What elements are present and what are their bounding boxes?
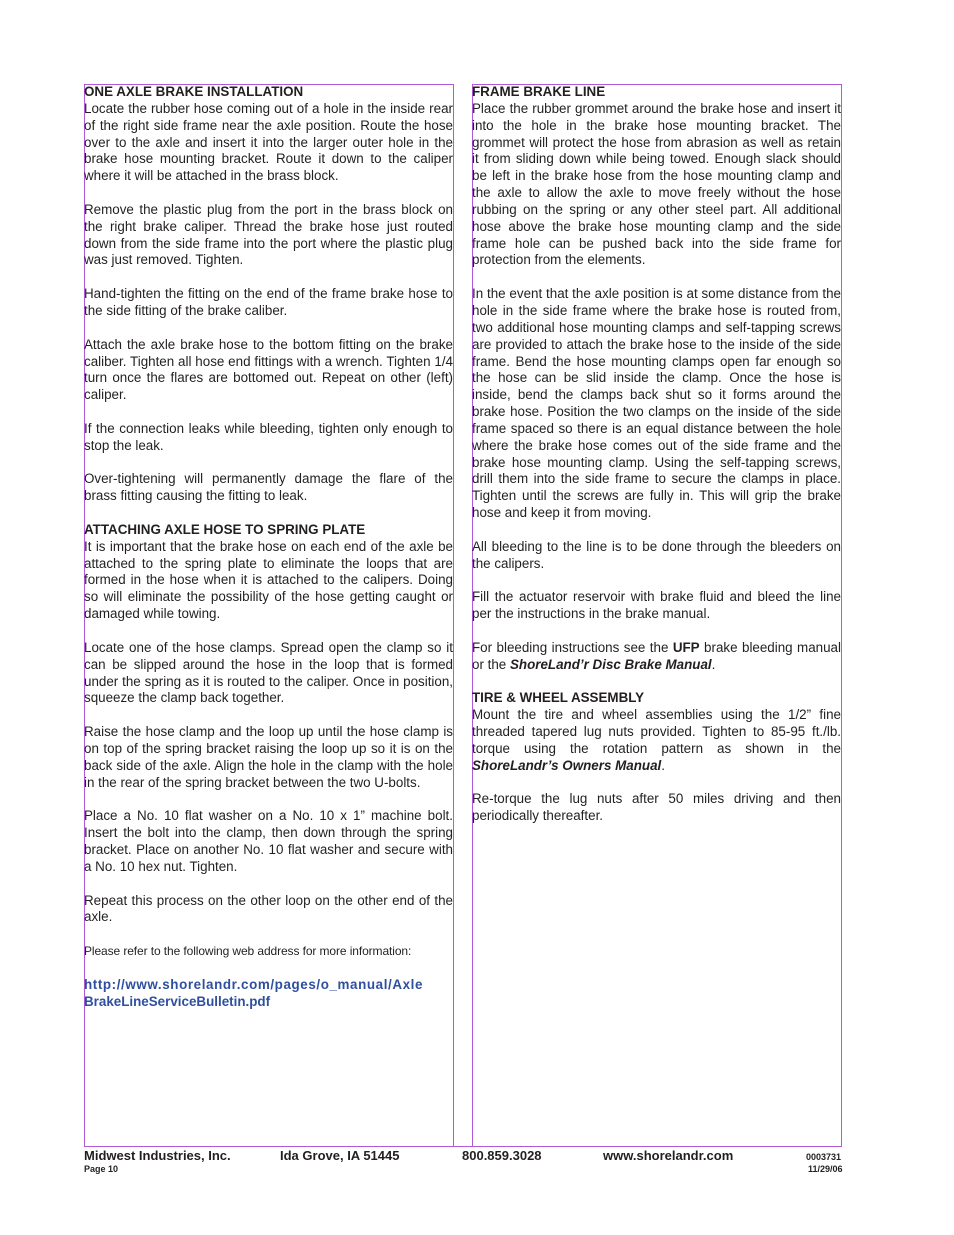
paragraph: Locate one of the hose clamps. Spread open the clamp so it can be slipped around the hose in the loop that is formed under the spring as it is routed to the caliper. Once in position, squeeze the clamp back together. <box>84 639 453 706</box>
right-column <box>472 84 841 842</box>
paragraph: It is important that the brake hose on each end of the axle be attached to the spring plate to eliminate the loops that are formed in the hose when it is attached to the calipers. Doing so will eliminate the possibility of the hose getting caught or damaged while towing. <box>84 538 453 622</box>
paragraph: Hand-tighten the fitting on the end of the frame brake hose to the side fitting of the brake caliber. <box>84 286 453 318</box>
bulletin-link-part2[interactable]: BrakeLineServiceBulletin.pdf <box>84 993 271 1009</box>
footer-date: 11/29/06 <box>808 1164 843 1174</box>
heading-attaching-axle-hose: ATTACHING AXLE HOSE TO SPRING PLATE <box>84 521 366 537</box>
footer-company: Midwest Industries, Inc. <box>84 1148 231 1163</box>
paragraph: Place a No. 10 flat washer on a No. 10 x 1” machine bolt. Insert the bolt into the clamp, then down through the spring bracket. Place on another No. 10 flat washer and secure with a No. 10 hex nut. Tighten. <box>84 808 453 874</box>
text-run: . <box>711 656 716 672</box>
heading-frame-brake-line: FRAME BRAKE LINE <box>472 84 606 99</box>
paragraph: Attach the axle brake hose to the bottom fitting on the brake caliber. Tighten all hose end fittings with a wrench. Tighten 1/4 turn once the flares are bottomed out. Repeat on other (left) caliper. <box>84 336 453 403</box>
text-run: . <box>661 757 665 773</box>
left-column <box>84 84 453 1010</box>
text-run: brake bleeding manual or the <box>472 639 841 672</box>
paragraph: Repeat this process on the other loop on the other end of the axle. <box>84 892 453 925</box>
paragraph: Re-torque the lug nuts after 50 miles driving and then periodically thereafter. <box>472 791 841 824</box>
owners-manual-title: ShoreLandr’s Owners Manual <box>472 757 662 773</box>
paragraph: All bleeding to the line is to be done through the bleeders on the calipers. <box>472 538 841 571</box>
web-reference-note: Please refer to the following web address for more information: <box>84 944 412 959</box>
footer-phone: 800.859.3028 <box>462 1148 542 1163</box>
bulletin-link-part1[interactable]: http://www.shorelandr.com/pages/o_manual/Axle <box>84 976 424 992</box>
footer-doc-number: 0003731 <box>806 1152 842 1162</box>
paragraph: Place the rubber grommet around the brake hose and insert it into the hole in the brake hose mounting bracket. The grommet will protect the hose from abrasion as well as retain it from sliding down while being towed. Enough slack should be left in the brake hose from the hose mounting clamp and the axle to allow the axle to move freely without the hose rubbing on the spring or any other steel part. All additional hose above the brake hose mounting clamp and the side frame hole can be pushed back into the side frame for protection from the elements. <box>472 100 841 268</box>
paragraph: In the event that the axle position is at some distance from the hole in the side frame where the brake hose is routed from, two additional hose mounting clamps and self-tapping screws are provided to attach the brake hose to the inside of the side frame. Bend the hose mounting clamps open far enough so the hose can be slid inside the clamp. Once the hose is inside, bend the clamps back shut so it forms around the brake hose. Position the two clamps on the inside of the side frame spaced so there is an equal distance between the hole where the brake hose comes out of the side frame and the brake hose mounting clamp. Using the self-tapping screws, drill them into the side frame to secure the clamps in place. Tighten until the screws are fully in. This will grip the brake hose and keep it from moving. <box>472 286 841 521</box>
paragraph-bleeding-instructions <box>472 640 841 674</box>
paragraph: Fill the actuator reservoir with brake fluid and bleed the line per the instructions in the brake manual. <box>472 589 841 622</box>
bulletin-link[interactable] <box>84 977 453 1011</box>
disc-brake-manual-title: ShoreLand’r Disc Brake Manual <box>509 656 712 672</box>
footer-website[interactable]: www.shorelandr.com <box>603 1148 734 1163</box>
text-run: Mount the tire and wheel assemblies using the 1/2” fine threaded tapered lug nuts provided. Tighten to 85-95 ft./lb. torque using the rotation pattern as shown in the <box>472 707 841 756</box>
paragraph-tire-wheel <box>472 707 841 774</box>
paragraph: Remove the plastic plug from the port in the brass block on the right brake caliper. Thread the brake hose just routed down from the side frame into the port where the plastic plug was just removed. Tighten. <box>84 201 453 268</box>
heading-one-axle-brake-installation: ONE AXLE BRAKE INSTALLATION <box>84 84 304 99</box>
footer-page-number: Page 10 <box>84 1164 119 1174</box>
text-run: For bleeding instructions see the <box>472 639 673 655</box>
paragraph: Raise the hose clamp and the loop up until the hose clamp is on top of the spring bracket raising the loop up so it is on the back side of the axle. Align the hole in the clamp with the hole in the rear of the spring bracket between the two U-bolts. <box>84 724 453 790</box>
heading-tire-wheel-assembly: TIRE & WHEEL ASSEMBLY <box>472 690 645 706</box>
ufp-label: UFP <box>672 639 700 655</box>
paragraph: Locate the rubber hose coming out of a hole in the inside rear of the right side frame near the axle position. Route the hose over to the axle and insert it into the larger outer hole in the brake hose mounting bracket. Route it down to the caliper where it will be attached in the brass block. <box>84 100 453 184</box>
footer-city: Ida Grove, IA 51445 <box>280 1148 400 1163</box>
paragraph: Over-tightening will permanently damage the flare of the brass fitting causing the fitting to leak. <box>84 471 453 504</box>
paragraph: If the connection leaks while bleeding, tighten only enough to stop the leak. <box>84 420 453 453</box>
